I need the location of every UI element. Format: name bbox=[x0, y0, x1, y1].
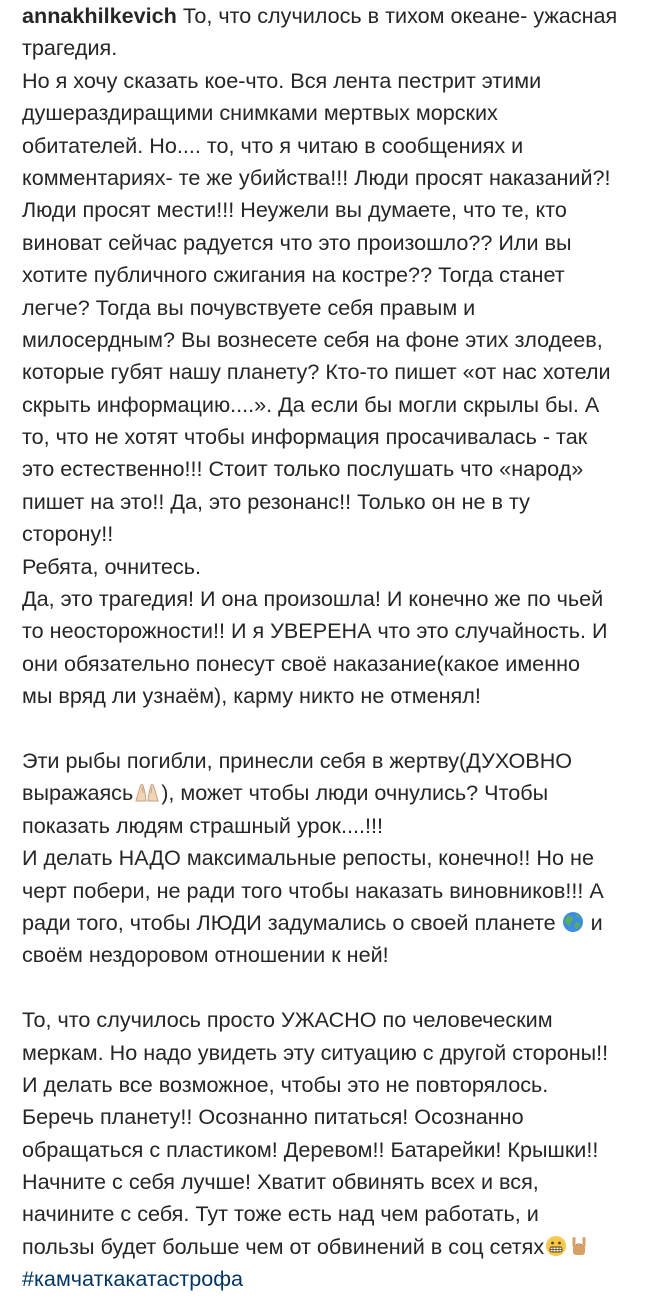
caption-line: черт побери, не ради того чтобы наказать виновников!!! А bbox=[22, 877, 604, 903]
caption-line: скрыть информацию....». Да если бы могли скрылы бы. А bbox=[22, 391, 600, 417]
caption-line: показать людям страшный урок....!!! bbox=[22, 812, 383, 838]
globe-icon bbox=[562, 910, 584, 942]
caption-text: ради того, чтобы ЛЮДИ задумались о своей планете bbox=[22, 909, 556, 935]
caption-line: трагедия. bbox=[22, 35, 118, 61]
post-caption bbox=[22, 0, 654, 1296]
grimacing-face-icon bbox=[545, 1234, 567, 1266]
caption-line: сторону!! bbox=[22, 521, 114, 547]
sign-of-horns-icon bbox=[569, 1234, 589, 1266]
caption-line: Беречь планету!! Осознанно питаться! Осознанно bbox=[22, 1104, 524, 1130]
caption-line: милосердным? Вы вознесете себя на фоне этих злодеев, bbox=[22, 326, 603, 352]
caption-line: которые губят нашу планету? Кто-то пишет «от нас хотели bbox=[22, 359, 611, 385]
caption-line: То, что случилось просто УЖАСНО по человеческим bbox=[22, 1007, 553, 1033]
caption-line: легче? Тогда вы почувствуете себя правым и bbox=[22, 294, 476, 320]
caption-line bbox=[22, 907, 654, 939]
caption-line bbox=[22, 0, 654, 32]
caption-line: Но я хочу сказать кое-что. Вся лента пестрит этими bbox=[22, 67, 542, 93]
caption-line: обращаться с пластиком! Деревом!! Батарейки! Крышки!! bbox=[22, 1136, 599, 1162]
caption-line bbox=[22, 1231, 654, 1263]
caption-line: И делать все возможное, чтобы это не повторялось. bbox=[22, 1071, 549, 1097]
caption-line: Эти рыбы погибли, принесли себя в жертву(ДУХОВНО bbox=[22, 747, 573, 773]
caption-text: То, что случилось в тихом океане- ужасная bbox=[176, 3, 618, 28]
paragraph-break bbox=[22, 972, 654, 1004]
caption-line: Люди просят мести!!! Неужели вы думаете, что те, кто bbox=[22, 197, 567, 223]
caption-line: своём нездоровом отношении к ней! bbox=[22, 942, 389, 968]
caption-line: хотите публичного сжигания на костре?? Тогда станет bbox=[22, 262, 565, 288]
caption-text: пользы будет больше чем от обвинений в соц сетях bbox=[22, 1233, 545, 1259]
hashtag-link[interactable]: #камчаткакатастрофа bbox=[22, 1266, 243, 1292]
username-link[interactable]: annakhilkevich bbox=[22, 3, 177, 28]
caption-line: комментариях- те же убийства!!! Люди просят наказаний?! bbox=[22, 164, 611, 190]
caption-line: мы вряд ли узнаём), карму никто не отменял! bbox=[22, 683, 481, 709]
caption-line: Начните с себя лучше! Хватит обвинять всех и вся, bbox=[22, 1169, 539, 1195]
caption-text: и bbox=[584, 909, 603, 935]
caption-line: виноват сейчас радуется что это произошло?? Или вы bbox=[22, 229, 572, 255]
caption-line: начините с себя. Тут тоже есть над чем работать, и bbox=[22, 1201, 539, 1227]
caption-line: Ребята, очнитесь. bbox=[22, 553, 201, 579]
caption-line: пишет на это!! Да, это резонанс!! Только он не в ту bbox=[22, 488, 530, 514]
caption-line: меркам. Но надо увидеть эту ситуацию с другой стороны!! bbox=[22, 1039, 609, 1065]
caption-line: Да, это трагедия! И она произошла! И конечно же по чьей bbox=[22, 586, 604, 612]
caption-line: душераздиращими снимками мертвых морских bbox=[22, 100, 498, 126]
caption-line: И делать НАДО максимальные репосты, конечно!! Но не bbox=[22, 845, 594, 871]
caption-line: то неосторожности!! И я УВЕРЕНА что это случайность. И bbox=[22, 618, 608, 644]
caption-line: то, что не хотят чтобы информация просачивалась - так bbox=[22, 424, 588, 450]
caption-text: ), может чтобы люди очнулись? Чтобы bbox=[161, 780, 549, 806]
caption-line: это естественно!!! Стоит только послушать что «народ» bbox=[22, 456, 584, 482]
paragraph-break bbox=[22, 713, 654, 745]
praying-hands-icon bbox=[134, 780, 160, 812]
caption-line: они обязательно понесут своё наказание(какое именно bbox=[22, 650, 581, 676]
caption-text: выражаясь bbox=[22, 780, 134, 806]
caption-line: обитателей. Но.... то, что я читаю в сообщениях и bbox=[22, 132, 524, 158]
caption-line bbox=[22, 777, 654, 809]
caption-line bbox=[22, 1263, 654, 1295]
